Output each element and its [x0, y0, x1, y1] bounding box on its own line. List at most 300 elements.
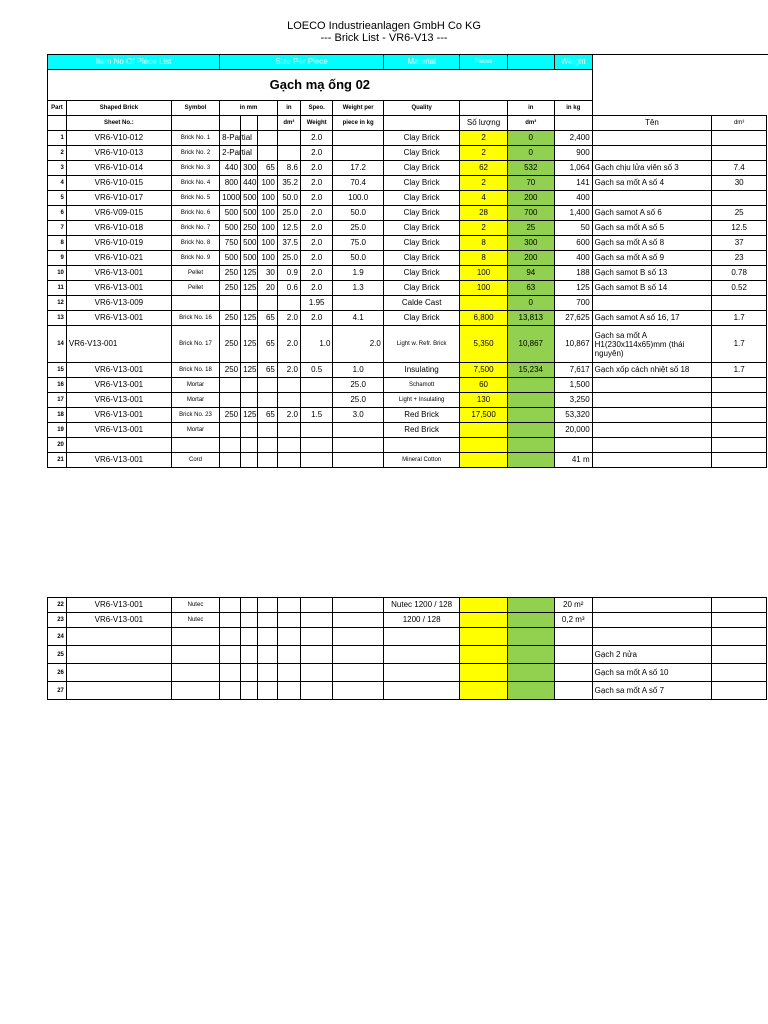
- row-number: 23: [48, 613, 67, 628]
- row-number: 12: [48, 296, 67, 311]
- quality: Red Brick: [383, 423, 460, 438]
- col-ten: Tên: [592, 116, 712, 131]
- weight-kg: 700: [554, 296, 592, 311]
- dm3-value: [712, 423, 767, 438]
- empty-cell: [257, 628, 277, 646]
- empty-cell: [241, 598, 258, 613]
- vietnamese-name: [592, 378, 712, 393]
- sheet-no: VR6-V13-001: [66, 326, 171, 363]
- sheet-no: VR6-V13-001: [66, 378, 171, 393]
- table-row: [48, 236, 767, 251]
- empty-cell: [220, 613, 241, 628]
- quality: Clay Brick: [383, 266, 460, 281]
- volume-dm3: [277, 393, 300, 408]
- vietnamese-name: [592, 438, 712, 453]
- symbol: Brick No. 7: [171, 221, 219, 236]
- vietnamese-name: Gạch sa mốt A số 4: [592, 176, 712, 191]
- symbol: [171, 646, 219, 664]
- empty-cell: [277, 682, 300, 700]
- weight-per-piece: [333, 438, 383, 453]
- weight-kg: 20 m²: [554, 598, 592, 613]
- total-dm3: [507, 393, 554, 408]
- speo-weight: 2.0: [300, 131, 333, 146]
- table-row: [48, 266, 767, 281]
- row-number: 27: [48, 682, 67, 700]
- row-number: 22: [48, 598, 67, 613]
- sheet-no: [66, 628, 171, 646]
- dim-a: [220, 438, 241, 453]
- quality: Mineral Cotton: [383, 453, 460, 468]
- quality: Nutec 1200 / 128: [383, 598, 460, 613]
- table-row: [48, 176, 767, 191]
- table-row: [48, 311, 767, 326]
- dim-c: [257, 438, 277, 453]
- dim-c: 100: [257, 176, 277, 191]
- quality: Clay Brick: [383, 311, 460, 326]
- total-dm3: [507, 423, 554, 438]
- vietnamese-name: [592, 393, 712, 408]
- dm3-value: [712, 191, 767, 206]
- empty-cell: [277, 646, 300, 664]
- vietnamese-name: Gạch sa mốt A H1(230x114x65)mm (thái nguyên): [592, 326, 712, 363]
- sheet-no: VR6-V13-001: [66, 613, 171, 628]
- total-dm3: 0: [507, 296, 554, 311]
- table-row: [48, 598, 767, 613]
- row-number: 3: [48, 161, 67, 176]
- vietnamese-name: [592, 628, 712, 646]
- dim-a: 800: [220, 176, 241, 191]
- sheet-no: VR6-V13-009: [66, 296, 171, 311]
- symbol: Mortar: [171, 423, 219, 438]
- dim-c: 30: [257, 266, 277, 281]
- weight-kg: 20,000: [554, 423, 592, 438]
- quantity: 6,800: [460, 311, 507, 326]
- volume-dm3: 2.0: [277, 311, 300, 326]
- total-dm3: 0: [507, 146, 554, 161]
- vietnamese-name: Gạch xốp cách nhiệt số 18: [592, 363, 712, 378]
- total-dm3: 63: [507, 281, 554, 296]
- quality: Clay Brick: [383, 251, 460, 266]
- quality: Clay Brick: [383, 281, 460, 296]
- row-number: 14: [48, 326, 67, 363]
- volume-dm3: 2.0: [277, 408, 300, 423]
- dm3-value: [712, 613, 767, 628]
- dim-a: [220, 378, 241, 393]
- dim-c: [257, 453, 277, 468]
- symbol: Brick No. 1: [171, 131, 219, 146]
- dim-a: [220, 393, 241, 408]
- dim-c: [257, 423, 277, 438]
- dim-b: 125: [241, 408, 258, 423]
- table-row: [48, 296, 767, 311]
- quantity: [460, 423, 507, 438]
- weight-kg: 7,617: [554, 363, 592, 378]
- dim-b: [241, 378, 258, 393]
- dim-b: [241, 423, 258, 438]
- dm3-value: 0.78: [712, 266, 767, 281]
- row-number: 4: [48, 176, 67, 191]
- col-in-mm: in mm: [220, 101, 278, 116]
- sheet-no: VR6-V13-001: [66, 408, 171, 423]
- speo-weight: 2.0: [300, 146, 333, 161]
- row-number: 6: [48, 206, 67, 221]
- dim-c: [257, 146, 277, 161]
- speo-weight: 2.0: [300, 266, 333, 281]
- dim-b: [241, 296, 258, 311]
- quality: Clay Brick: [383, 191, 460, 206]
- speo-weight: 2.0: [300, 191, 333, 206]
- quantity: 2: [460, 146, 507, 161]
- col-in-2: in: [507, 101, 554, 116]
- speo-weight: 2.0: [300, 281, 333, 296]
- sheet-no: VR6-V13-001: [66, 363, 171, 378]
- dim-c: 100: [257, 221, 277, 236]
- weight-kg: 600: [554, 236, 592, 251]
- empty-cell: [300, 613, 333, 628]
- weight-kg: [554, 664, 592, 682]
- vietnamese-name: Gạch samot A số 6: [592, 206, 712, 221]
- dim-a: 250: [220, 281, 241, 296]
- volume-dm3: 50.0: [277, 191, 300, 206]
- quality: [383, 628, 460, 646]
- weight-per-piece: 50.0: [333, 251, 383, 266]
- symbol: Pellet: [171, 281, 219, 296]
- quality: Calde Cast: [383, 296, 460, 311]
- table-row: [48, 161, 767, 176]
- weight-kg: 400: [554, 191, 592, 206]
- symbol: [171, 664, 219, 682]
- dim-b: [241, 438, 258, 453]
- quantity: 17,500: [460, 408, 507, 423]
- symbol: Mortar: [171, 393, 219, 408]
- quality: 1200 / 128: [383, 613, 460, 628]
- quantity: [460, 628, 507, 646]
- vietnamese-name: [592, 191, 712, 206]
- weight-per-piece: 25.0: [333, 221, 383, 236]
- vietnamese-name: [592, 613, 712, 628]
- row-number: 17: [48, 393, 67, 408]
- empty-cell: [277, 664, 300, 682]
- speo-weight: [300, 423, 333, 438]
- col-in-kg: in kg: [554, 101, 592, 116]
- volume-dm3: 0.9: [277, 266, 300, 281]
- quantity: [460, 453, 507, 468]
- row-number: 18: [48, 408, 67, 423]
- dim-a: 8-Partial: [220, 131, 241, 146]
- symbol: Cord: [171, 453, 219, 468]
- dim-c: [257, 378, 277, 393]
- row-number: 26: [48, 664, 67, 682]
- volume-dm3: 25.0: [277, 206, 300, 221]
- dim-a: 750: [220, 236, 241, 251]
- empty-cell: [300, 682, 333, 700]
- symbol: Nutec: [171, 598, 219, 613]
- volume-dm3: 2.0: [277, 363, 300, 378]
- empty-cell: [300, 598, 333, 613]
- quality: [383, 664, 460, 682]
- total-dm3: [507, 408, 554, 423]
- dim-c: [257, 296, 277, 311]
- header-pieces: Pieces: [460, 55, 507, 70]
- weight-per-piece: 1.3: [333, 281, 383, 296]
- weight-per-piece: 4.1: [333, 311, 383, 326]
- quantity: 100: [460, 281, 507, 296]
- sheet-no: VR6-V09-015: [66, 206, 171, 221]
- vietnamese-name: Gạch samot B số 13: [592, 266, 712, 281]
- row-number: 25: [48, 646, 67, 664]
- dim-b: [241, 453, 258, 468]
- weight-per-piece: 25.0: [333, 393, 383, 408]
- speo-weight: [300, 453, 333, 468]
- vietnamese-name: Gạch 2 nửa: [592, 646, 712, 664]
- row-number: 11: [48, 281, 67, 296]
- empty-cell: [241, 646, 258, 664]
- total-dm3: 94: [507, 266, 554, 281]
- empty-cell: [333, 682, 383, 700]
- weight-kg: [554, 646, 592, 664]
- weight-kg: 900: [554, 146, 592, 161]
- dm3-value: [712, 378, 767, 393]
- symbol: Brick No. 9: [171, 251, 219, 266]
- quality: Red Brick: [383, 408, 460, 423]
- total-dm3: [507, 378, 554, 393]
- table-row: [48, 664, 767, 682]
- empty-cell: [257, 613, 277, 628]
- row-number: 15: [48, 363, 67, 378]
- volume-dm3: [277, 438, 300, 453]
- vietnamese-name: [592, 296, 712, 311]
- dim-b: 250: [241, 221, 258, 236]
- volume-dm3: 12.5: [277, 221, 300, 236]
- empty-cell: [333, 646, 383, 664]
- total-dm3: [507, 664, 554, 682]
- col-sheet-no: Sheet No.:: [66, 116, 171, 131]
- quantity: [460, 682, 507, 700]
- table-row: [48, 326, 767, 363]
- quality: Clay Brick: [383, 221, 460, 236]
- dm3-value: [712, 408, 767, 423]
- quantity: 62: [460, 161, 507, 176]
- table-row: [48, 453, 767, 468]
- vietnamese-name: [592, 408, 712, 423]
- col-symbol: Symbol: [171, 101, 219, 116]
- quantity: 4: [460, 191, 507, 206]
- empty-cell: [241, 682, 258, 700]
- symbol: Brick No. 2: [171, 146, 219, 161]
- vietnamese-name: Gạch sa mốt A số 10: [592, 664, 712, 682]
- volume-dm3: 8.6: [277, 161, 300, 176]
- table-row: [48, 393, 767, 408]
- dim-c: [257, 131, 277, 146]
- volume-dm3: 37.5: [277, 236, 300, 251]
- weight-kg: 188: [554, 266, 592, 281]
- quantity: [460, 296, 507, 311]
- quantity: 130: [460, 393, 507, 408]
- header-weight: Weight: [554, 55, 592, 70]
- dim-a: 250: [220, 363, 241, 378]
- row-number: 7: [48, 221, 67, 236]
- volume-dm3: [277, 131, 300, 146]
- vietnamese-name: Gạch sa mốt A số 7: [592, 682, 712, 700]
- total-dm3: [507, 646, 554, 664]
- quantity: 7,500: [460, 363, 507, 378]
- weight-kg: 125: [554, 281, 592, 296]
- volume-dm3: [277, 423, 300, 438]
- quantity: [460, 646, 507, 664]
- total-dm3: [507, 682, 554, 700]
- col-weight-per: Weight per: [333, 101, 383, 116]
- quality: [383, 682, 460, 700]
- col-dm3-c: dm³: [712, 116, 767, 131]
- table-row: [48, 146, 767, 161]
- symbol: Brick No. 3: [171, 161, 219, 176]
- col-dm3-b: dm³: [507, 116, 554, 131]
- sheet-no: VR6-V10-021: [66, 251, 171, 266]
- symbol: Mortar: [171, 378, 219, 393]
- weight-kg: [554, 682, 592, 700]
- dim-a: 250: [220, 408, 241, 423]
- dim-a: 1000: [220, 191, 241, 206]
- weight-kg: 1,500: [554, 378, 592, 393]
- weight-kg: [554, 628, 592, 646]
- symbol: Brick No. 18: [171, 363, 219, 378]
- sheet-no: VR6-V10-017: [66, 191, 171, 206]
- dm3-value: 25: [712, 206, 767, 221]
- volume-dm3: [277, 296, 300, 311]
- sheet-no: VR6-V13-001: [66, 311, 171, 326]
- speo-weight: [300, 393, 333, 408]
- header-item-no: Item No Of Piece List: [48, 55, 220, 70]
- dim-a: [220, 453, 241, 468]
- total-dm3: 300: [507, 236, 554, 251]
- vietnamese-name: Gạch sa mốt A số 9: [592, 251, 712, 266]
- table-row: [48, 438, 767, 453]
- quantity: 2: [460, 131, 507, 146]
- weight-kg: 53,320: [554, 408, 592, 423]
- empty-cell: [241, 664, 258, 682]
- column-header-row-2: [48, 116, 767, 131]
- sheet-no: [66, 646, 171, 664]
- quantity: [460, 613, 507, 628]
- dim-b: 300: [241, 161, 258, 176]
- dim-b: 125: [241, 281, 258, 296]
- dm3-value: [712, 664, 767, 682]
- col-in: in: [277, 101, 300, 116]
- quality: Clay Brick: [383, 146, 460, 161]
- row-number: 8: [48, 236, 67, 251]
- volume-dm3: 2.0: [277, 326, 300, 363]
- dim-b: 440: [241, 176, 258, 191]
- weight-per-piece: 2.0: [333, 326, 383, 363]
- speo-weight: 2.0: [300, 221, 333, 236]
- quality: Clay Brick: [383, 176, 460, 191]
- speo-weight: 2.0: [300, 161, 333, 176]
- sheet-title: Gạch mạ ống 02: [48, 70, 593, 101]
- empty-cell: [277, 628, 300, 646]
- col-weight: Weight: [300, 116, 333, 131]
- dim-c: 100: [257, 206, 277, 221]
- quantity: 8: [460, 236, 507, 251]
- empty-cell: [220, 628, 241, 646]
- row-number: 24: [48, 628, 67, 646]
- dim-c: 65: [257, 161, 277, 176]
- quality: Clay Brick: [383, 161, 460, 176]
- dim-a: [220, 423, 241, 438]
- row-number: 21: [48, 453, 67, 468]
- dim-c: 65: [257, 408, 277, 423]
- speo-weight: 2.0: [300, 251, 333, 266]
- dm3-value: 12.5: [712, 221, 767, 236]
- title-row: [48, 70, 767, 101]
- volume-dm3: [277, 453, 300, 468]
- weight-per-piece: 25.0: [333, 378, 383, 393]
- sheet-no: [66, 438, 171, 453]
- empty-cell: [220, 646, 241, 664]
- symbol: [171, 682, 219, 700]
- col-speo: Speo.: [300, 101, 333, 116]
- weight-per-piece: 1.9: [333, 266, 383, 281]
- quality: [383, 438, 460, 453]
- weight-per-piece: 100.0: [333, 191, 383, 206]
- quantity: 2: [460, 221, 507, 236]
- quantity: [460, 438, 507, 453]
- dm3-value: 37: [712, 236, 767, 251]
- weight-kg: 141: [554, 176, 592, 191]
- dim-c: 65: [257, 326, 277, 363]
- top-header-row: [48, 55, 767, 70]
- quantity: 2: [460, 176, 507, 191]
- empty-cell: [257, 646, 277, 664]
- sheet-no: VR6-V13-001: [66, 453, 171, 468]
- dim-a: 500: [220, 251, 241, 266]
- row-number: 19: [48, 423, 67, 438]
- empty-cell: [333, 628, 383, 646]
- volume-dm3: 0.6: [277, 281, 300, 296]
- dm3-value: [712, 296, 767, 311]
- quality: Light w. Refr. Brick: [383, 326, 460, 363]
- empty-cell: [220, 664, 241, 682]
- dm3-value: 7.4: [712, 161, 767, 176]
- weight-kg: 400: [554, 251, 592, 266]
- brick-list-table: [47, 54, 767, 468]
- dm3-value: [712, 598, 767, 613]
- sheet-no: VR6-V10-012: [66, 131, 171, 146]
- sheet-no: VR6-V13-001: [66, 598, 171, 613]
- table-row: [48, 206, 767, 221]
- speo-weight: 2.0: [300, 236, 333, 251]
- weight-kg: 3,250: [554, 393, 592, 408]
- total-dm3: [507, 613, 554, 628]
- total-dm3: [507, 438, 554, 453]
- col-part: Part: [48, 101, 67, 116]
- dm3-value: [712, 453, 767, 468]
- dm3-value: [712, 682, 767, 700]
- empty-cell: [333, 613, 383, 628]
- weight-per-piece: [333, 453, 383, 468]
- table-row: [48, 221, 767, 236]
- col-quality: Quality: [383, 101, 460, 116]
- dm3-value: 1.7: [712, 311, 767, 326]
- quality: [383, 646, 460, 664]
- speo-weight: 2.0: [300, 206, 333, 221]
- weight-kg: 50: [554, 221, 592, 236]
- table-row: [48, 378, 767, 393]
- dim-a: [220, 296, 241, 311]
- quality: Schamott: [383, 378, 460, 393]
- dim-c: 20: [257, 281, 277, 296]
- dm3-value: [712, 438, 767, 453]
- row-number: 20: [48, 438, 67, 453]
